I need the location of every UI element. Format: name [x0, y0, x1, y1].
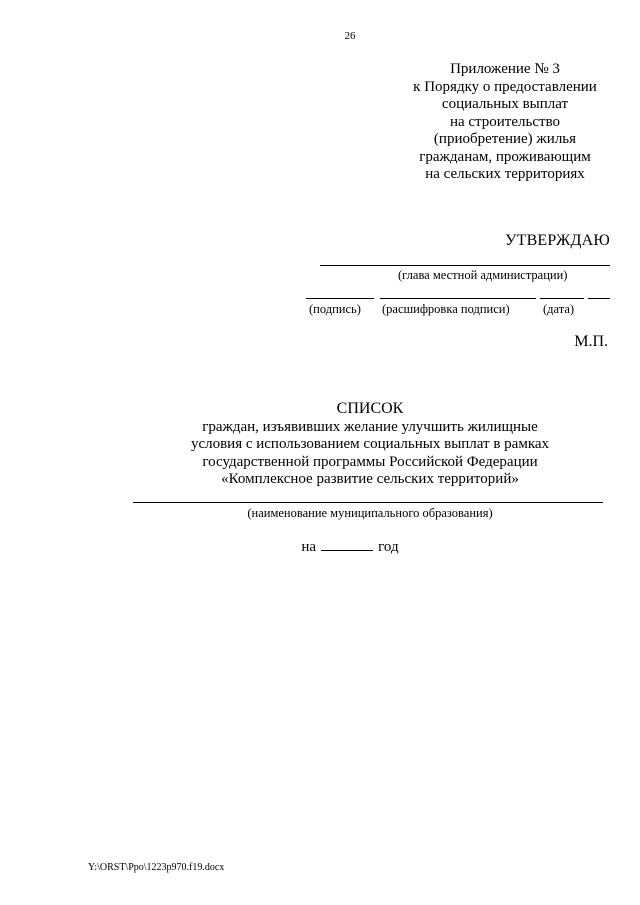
year-suffix: год — [378, 539, 399, 555]
decoding-caption: (расшифровка подписи) — [382, 302, 510, 316]
annex-line: к Порядку о предоставлении — [413, 78, 597, 95]
file-path: Y:\ORST\Ppo\1223p970.f19.docx — [88, 862, 225, 873]
year-blank — [321, 537, 373, 551]
annex-line: (приобретение) жилья — [433, 131, 577, 147]
municipality-line — [133, 502, 603, 503]
date-line — [540, 298, 584, 299]
list-line: «Комплексное развитие сельских территорий» — [221, 471, 519, 487]
annex-line: социальных выплат — [441, 96, 569, 112]
page-number: 26 — [344, 30, 356, 42]
list-line: государственной программы Российской Федерации — [202, 453, 538, 470]
list-line: условия с использованием социальных выплат в рамках — [190, 436, 550, 452]
year-prefix: на — [301, 539, 317, 555]
signature-line — [306, 298, 374, 299]
list-line: граждан, изъявивших желание улучшить жилищные — [202, 418, 538, 435]
annex-line: на строительство — [449, 113, 561, 130]
signature-caption: (подпись) — [309, 302, 361, 316]
annex-line: Приложение № 3 — [450, 61, 560, 77]
list-heading — [120, 400, 620, 489]
decoding-line — [380, 298, 536, 299]
head-caption: (глава местной администрации) — [398, 268, 568, 282]
date-line-extra — [588, 298, 610, 299]
approval-title: УТВЕРЖДАЮ — [505, 232, 610, 249]
municipality-caption: (наименование муниципального образования) — [247, 506, 493, 520]
list-title: СПИСОК — [336, 400, 404, 417]
annex-heading — [380, 61, 630, 184]
date-caption: (дата) — [543, 302, 575, 316]
annex-line: гражданам, проживающим — [419, 148, 591, 165]
stamp-mark: М.П. — [574, 333, 608, 350]
year-row — [0, 537, 640, 556]
head-signature-line — [320, 265, 610, 266]
annex-line: на сельских территориях — [425, 166, 585, 182]
